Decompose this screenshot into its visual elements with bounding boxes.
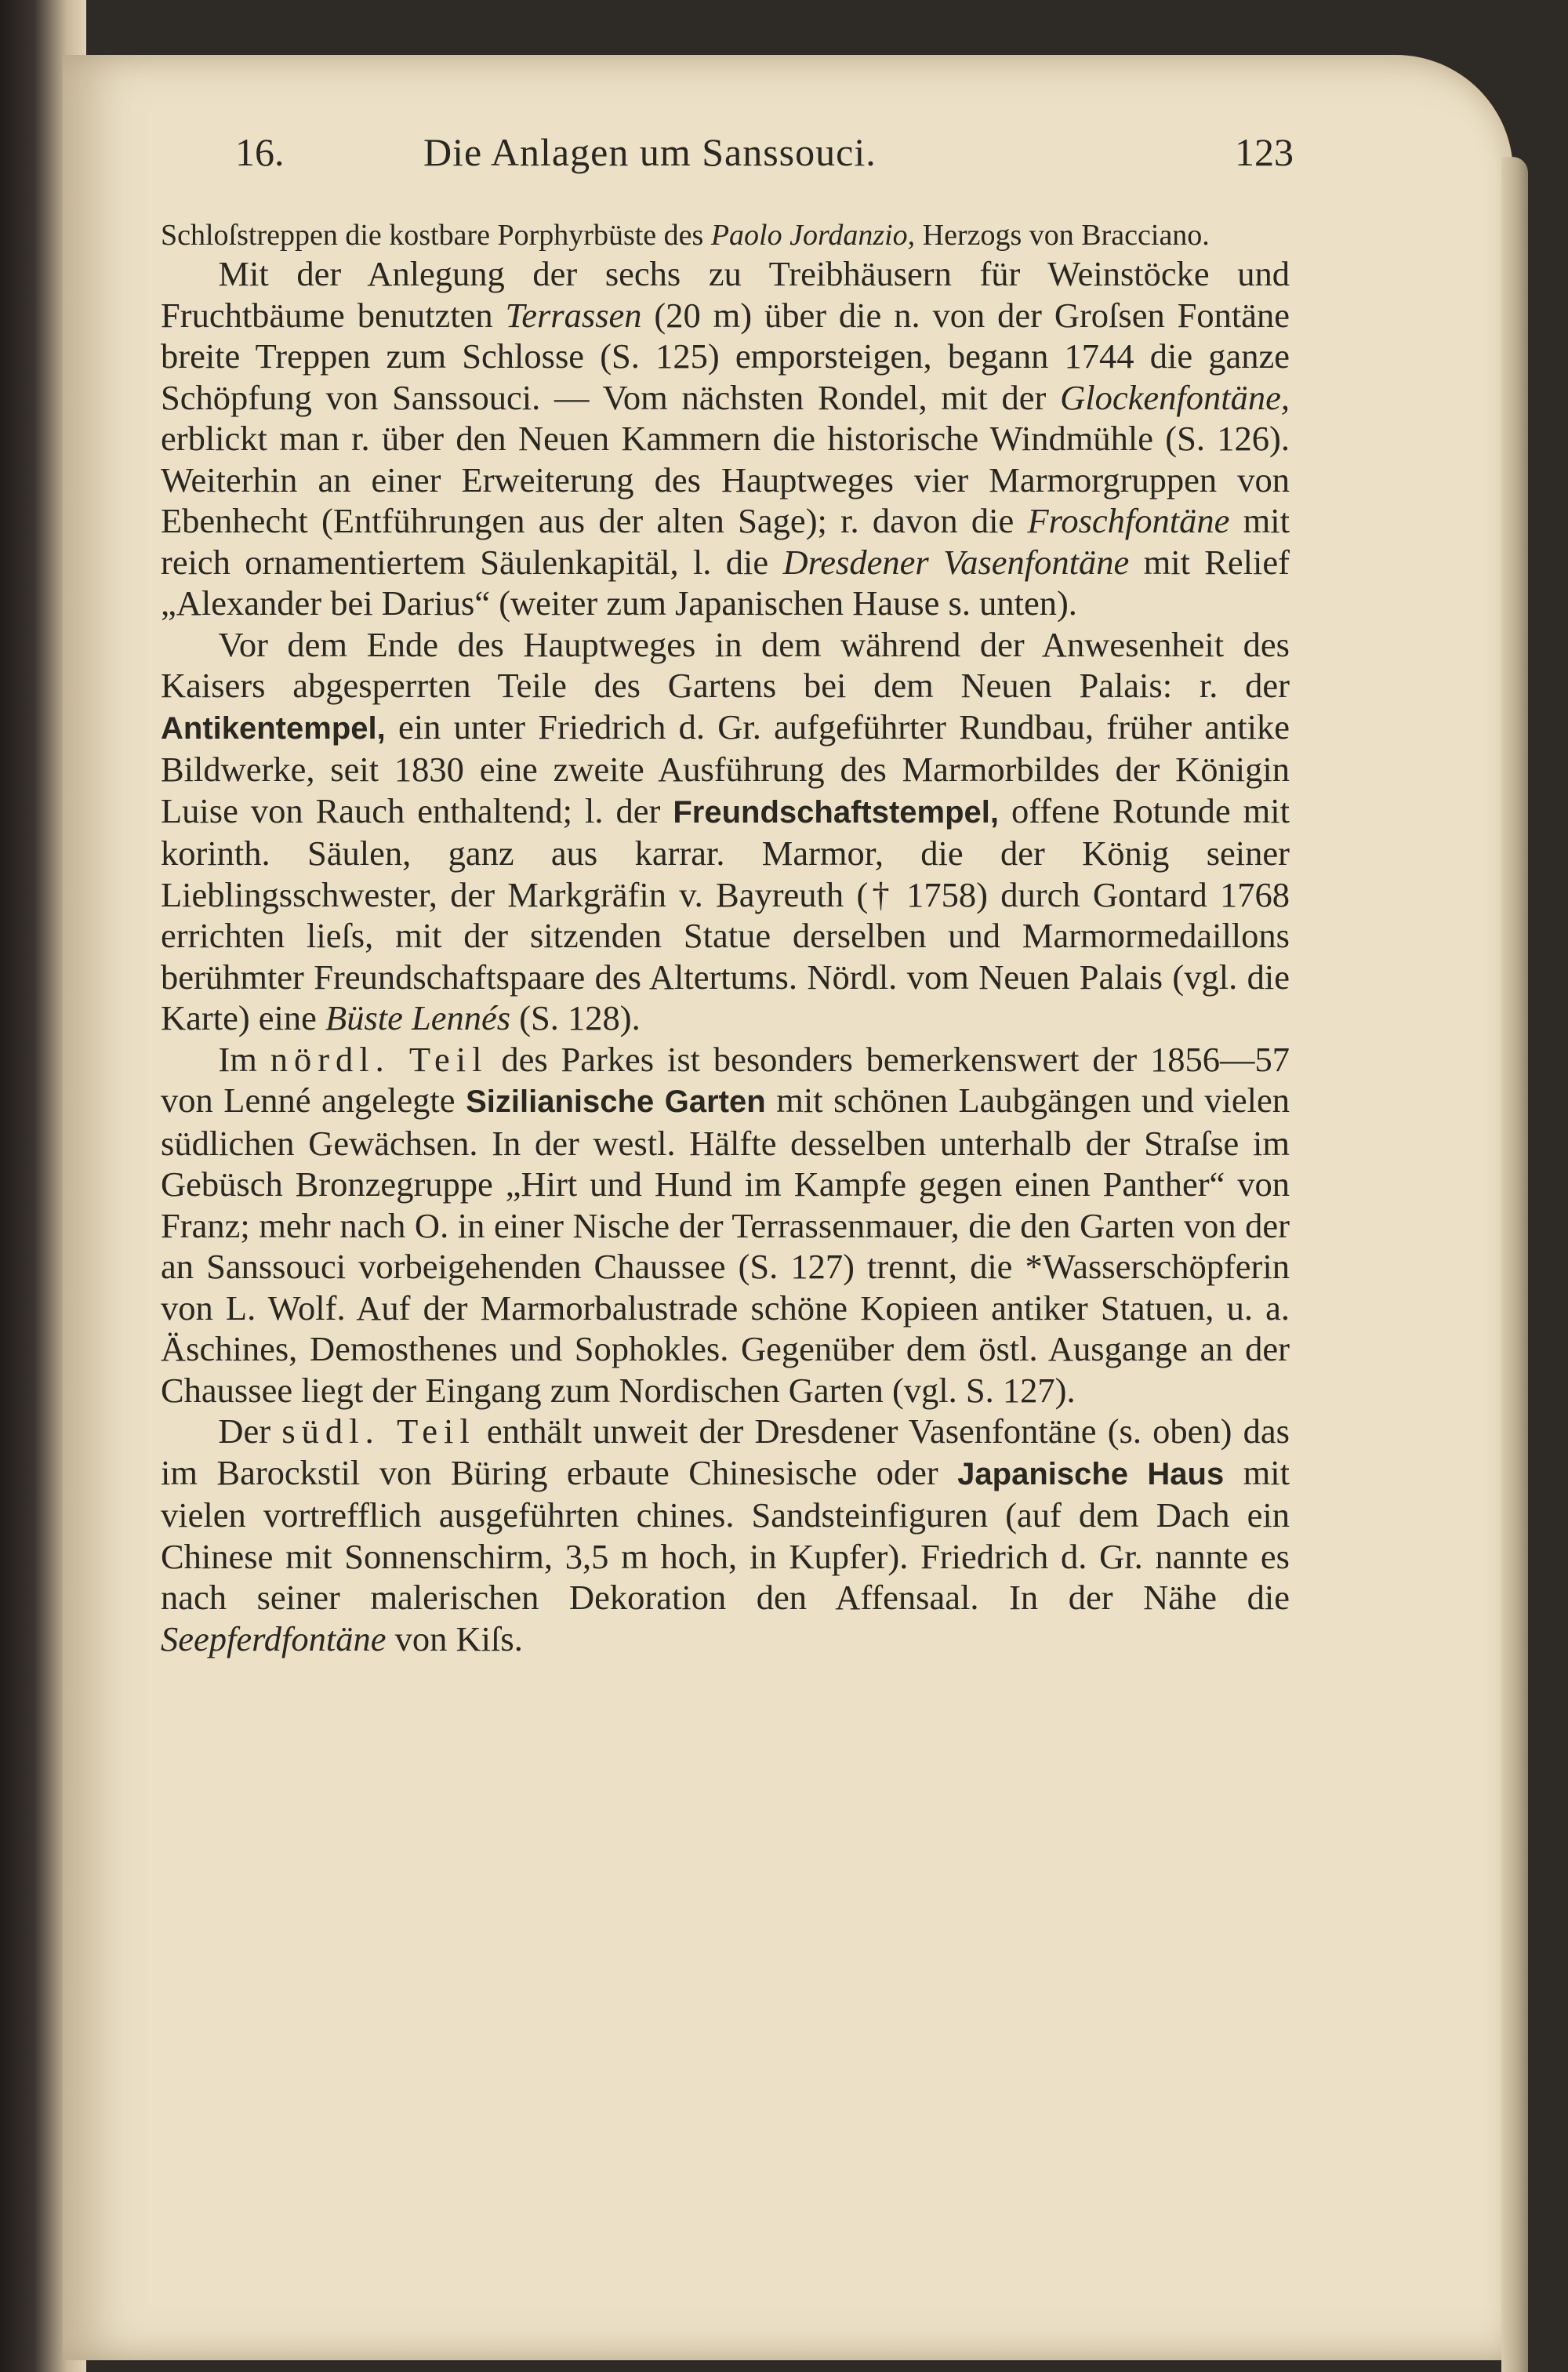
bold-term: Sizilianische Garten [466,1084,766,1119]
paragraph-continuation [161,218,1290,253]
text-run: ein unter Friedrich d. Gr. aufgeführter Rundbau, früher antike Bildwerke, seit 1830 eine zweite Ausführung des Marmorbildes der Königin Luise von Rauch enthaltend; l. der [161,707,1290,830]
section-number: 16. [235,130,285,174]
spaced-term: südl. Teil [281,1411,476,1451]
bold-term: Antikentempel, [161,710,386,746]
text-run: Der [218,1411,282,1451]
text-run: offene Rotunde mit korinth. Säulen, ganz aus karrar. Marmor, die der König seiner Lieblingsschwester, der Markgräfin v. Bayreuth († 1758) durch Gontard 1768 errichten lieſs, mit der sitzenden Statue derselben und Marmormedaillons berühmter Freundschaftspaare des Altertums. Nördl. vom Neuen Palais (vgl. die Karte) eine [161,790,1290,1037]
section-title: Die Anlagen um Sanssouci. [423,130,877,174]
text-run: mit vielen vortrefflich ausgeführten chines. Sandsteinfiguren (auf dem Dach ein Chinese mit Sonnenschirm, 3,5 m hoch, in Kupfer). Friedrich d. Gr. nannte es nach seiner malerischen Dekoration den Affensaal. In der Nähe die [161,1452,1290,1617]
text-run: Herzogs von Bracciano. [915,219,1210,252]
body-text [161,218,1290,1659]
text-run: Im [218,1039,270,1079]
text-run: erblickt man r. über den Neuen Kammern die historische Windmühle (S. 126). Weiterhin an einer Erweiterung des Hauptweges vier Marmorgruppen von Ebenhecht (Entführungen aus der alten Sage); r. davon die [161,419,1290,540]
italic-term: Terrassen [505,295,642,335]
text-run: mit reich ornamentiertem Säulenkapitäl, l. die [161,501,1290,582]
italic-term: Seepferdfontäne [161,1618,387,1658]
page-edge [1501,157,1528,2372]
text-run: Vor dem Ende des Hauptweges in dem während der Anwesenheit des Kaisers abgesperrten Teile des Gartens bei dem Neuen Palais: r. der [161,624,1290,705]
italic-term: Dresdener Vasenfontäne [782,542,1130,582]
spaced-term: nördl. Teil [270,1039,488,1079]
text-run: des Parkes ist besonders bemerkenswert der 1856—57 von Lenné angelegte [161,1039,1290,1120]
text-run: enthält unweit der Dresdener Vasenfontäne (s. oben) das im Barockstil von Büring erbaute Chinesische oder [161,1411,1290,1492]
bold-term: Freundschaftstempel, [673,794,999,830]
text-run: von Kiſs. [386,1618,523,1658]
text-run: (20 m) über die n. von der Groſsen Fontäne breite Treppen zum Schlosse (S. 125) emporsteigen, begann 1744 die ganze Schöpfung von Sanssouci. — Vom nächsten Rondel, mit der [161,295,1290,417]
bold-term: Japanische Haus [957,1456,1225,1491]
text-run: mit Relief „Alexander bei Darius“ (weiter zum Japanischen Hause s. unten). [161,542,1290,623]
paragraph-noerdl-teil [161,1039,1290,1411]
italic-term: Froschfontäne [1027,501,1230,540]
paragraph-suedl-teil [161,1411,1290,1659]
paragraph-terrassen [161,253,1290,624]
page-number: 123 [1235,130,1294,174]
italic-name: Paolo Jordanzio, [710,219,916,252]
text-run: mit schönen Laubgängen und vielen südlichen Gewächsen. In der westl. Hälfte desselben unterhalb der Straſse im Gebüsch Bronzegruppe „Hirt und Hund im Kampfe gegen einen Panther“ von Franz; mehr nach O. in einer Nische der Terrassenmauer, die den Garten von der an Sanssouci vorbeigehenden Chaussee (S. 127) trennt, die *Wasserschöpferin von L. Wolf. Auf der Marmorbalustrade schöne Kopieen antiker Statuen, u. a. Äschines, Demosthenes und Sophokles. Gegenüber dem östl. Ausgange an der Chaussee liegt der Eingang zum Nordischen Garten (vgl. S. 127). [161,1081,1290,1410]
italic-term: Glockenfontäne, [1060,377,1290,417]
text-run: (S. 128). [510,998,641,1037]
text-run: Mit der Anlegung der sechs zu Treibhäusern für Weinstöcke und Fruchtbäume benutzten [161,254,1290,335]
text-run: Schloſstreppen die kostbare Porphyrbüste des [161,219,711,252]
italic-term: Büste Lennés [325,998,511,1037]
paragraph-neues-palais [161,624,1290,1039]
